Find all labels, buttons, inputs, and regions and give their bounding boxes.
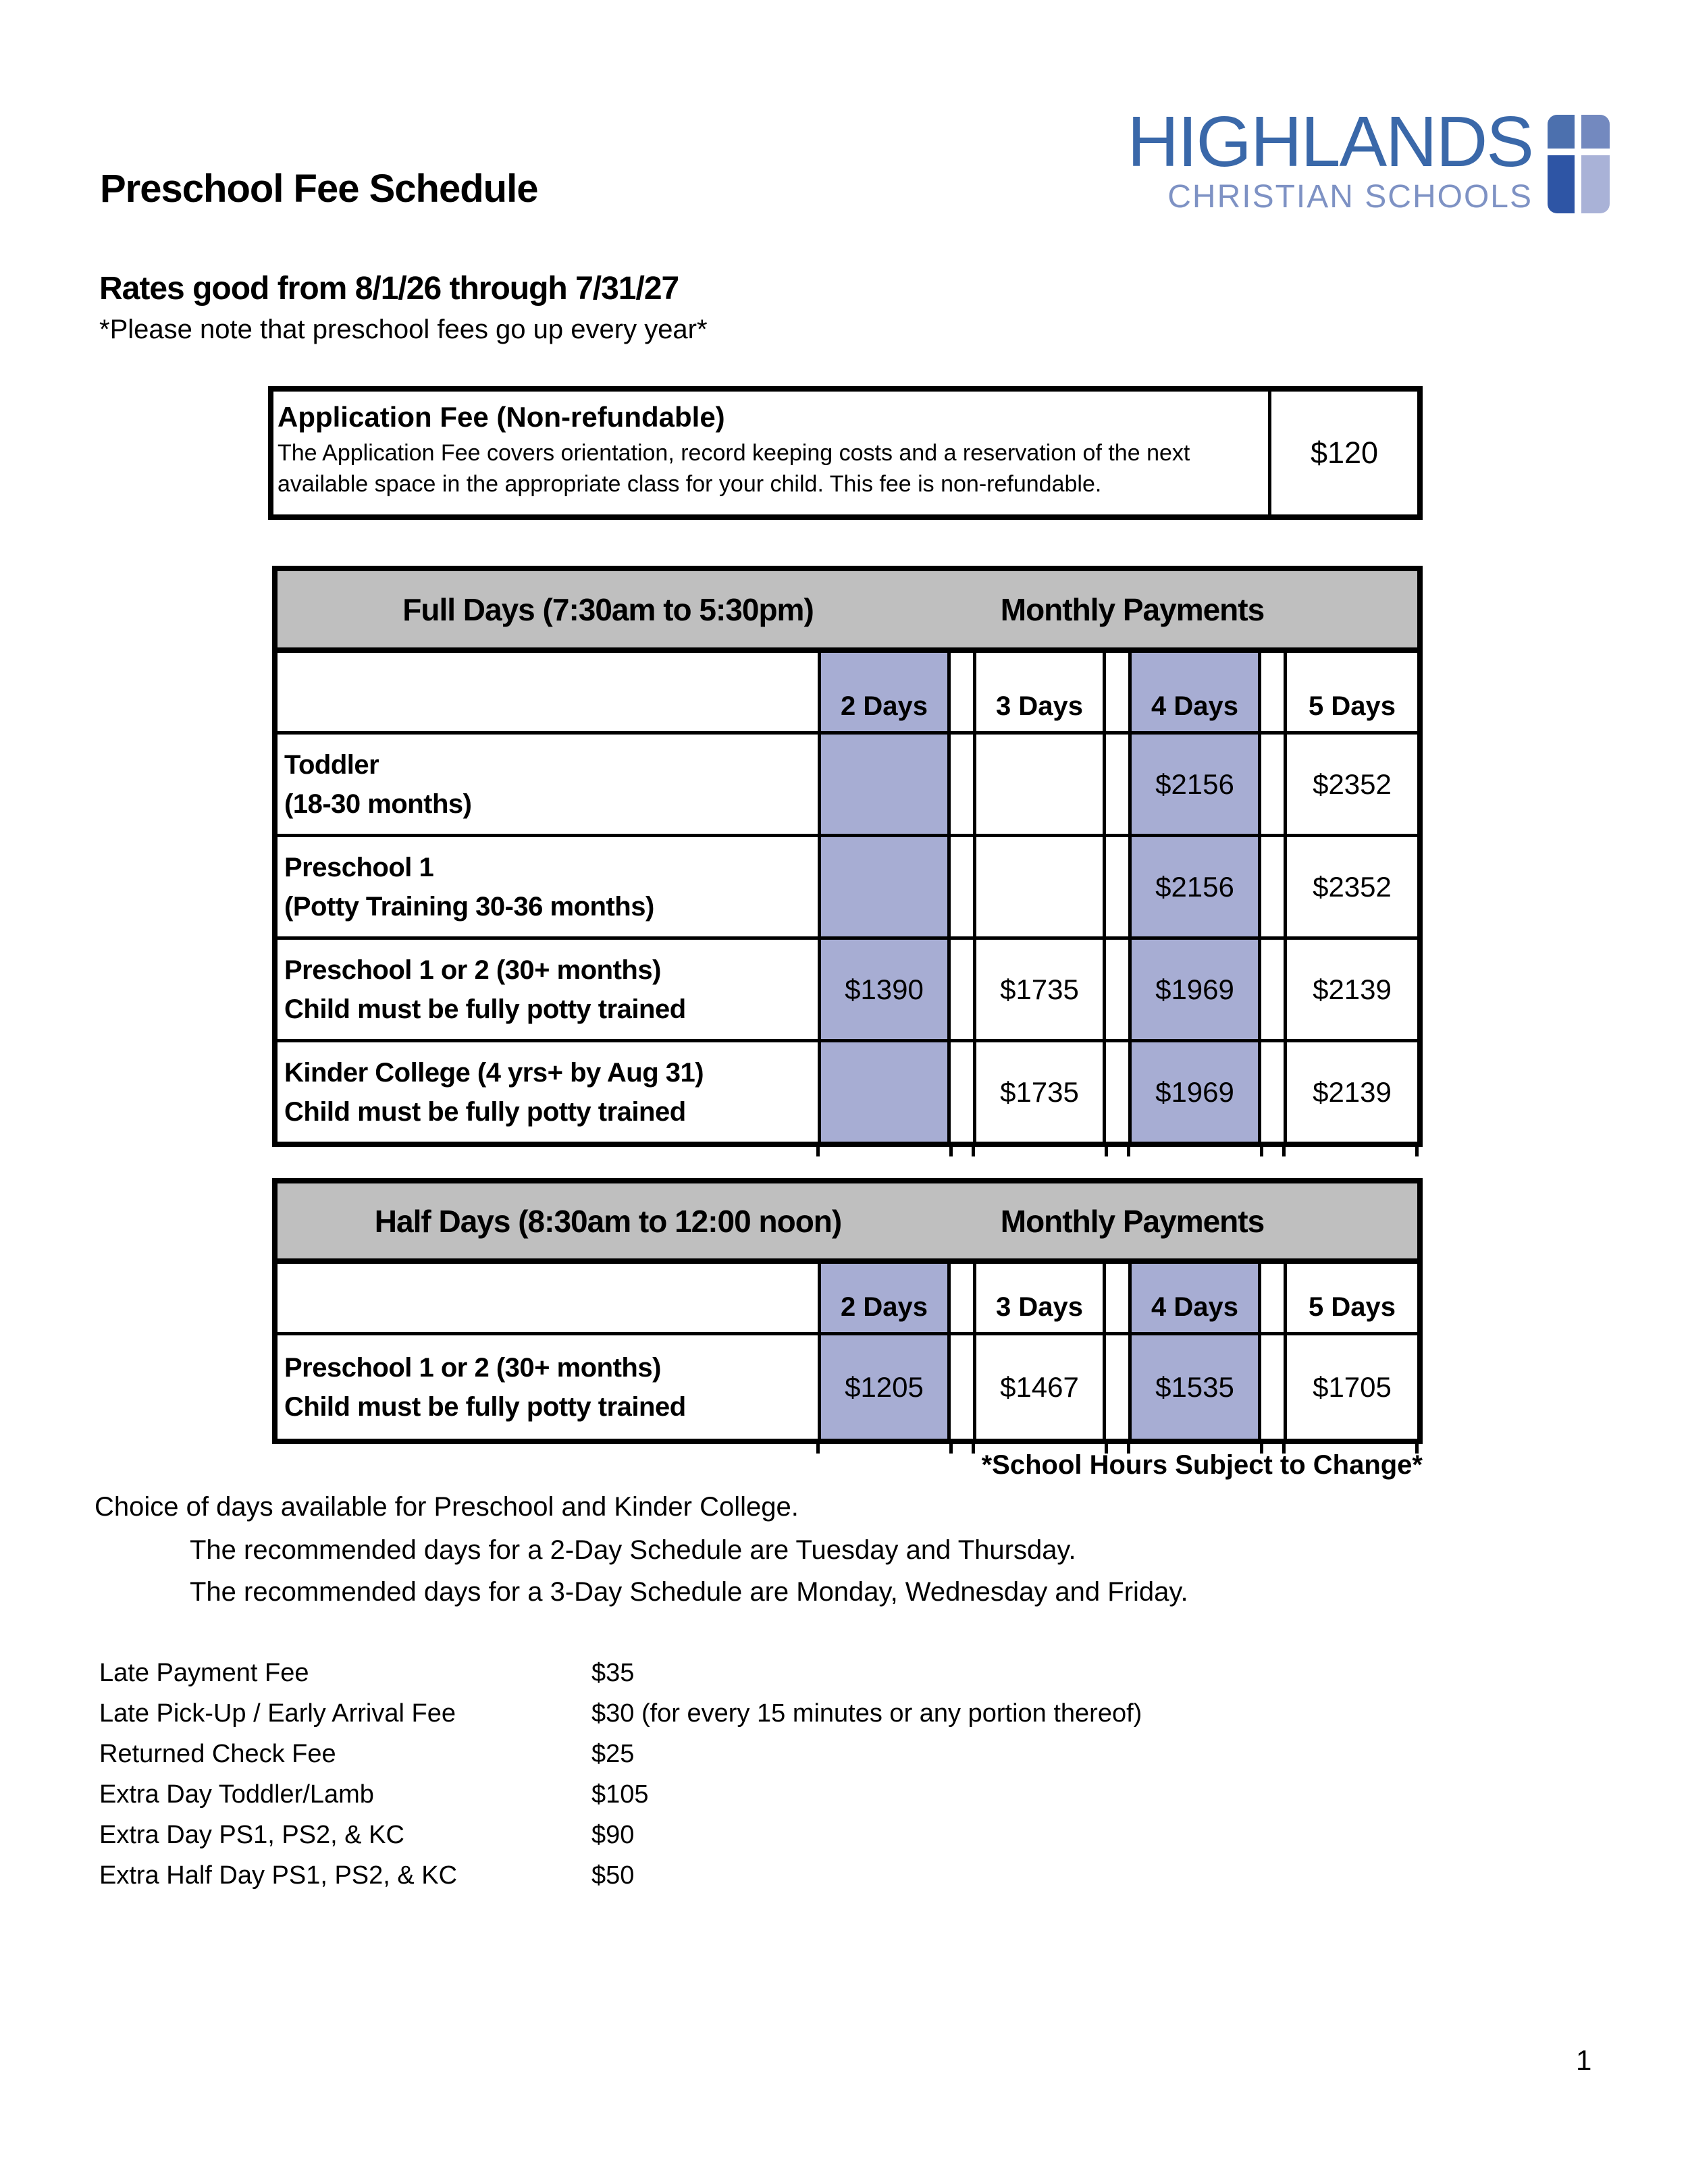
column-spacer	[1106, 837, 1128, 936]
table-row-preschool-1-or-2-half	[278, 1332, 1417, 1439]
column-spacer	[1261, 653, 1284, 731]
price-cell: $1705	[1284, 1335, 1417, 1439]
price-cell: $2139	[1284, 940, 1417, 1039]
row-label-line1: Preschool 1 or 2 (30+ months)	[284, 1352, 661, 1383]
monthly-payments-label: Monthly Payments	[1000, 1203, 1265, 1239]
column-spacer	[1106, 735, 1128, 834]
price-cell: $2156	[1128, 735, 1261, 834]
half-days-table	[272, 1178, 1423, 1444]
application-fee-text	[273, 392, 1271, 514]
logo-subtitle: CHRISTIAN SCHOOLS	[1167, 179, 1533, 215]
row-label-line2: (18-30 months)	[284, 789, 472, 819]
half-days-table-header	[278, 1183, 1417, 1264]
row-label-line1: Toddler	[284, 749, 379, 780]
price-cell: $2156	[1128, 837, 1261, 936]
full-days-title: Full Days (7:30am to 5:30pm)	[402, 591, 814, 627]
application-fee-title: Application Fee (Non-refundable)	[278, 401, 725, 433]
fee-label: Extra Half Day PS1, PS2, & KC	[99, 1861, 458, 1890]
column-spacer	[951, 735, 973, 834]
column-spacer	[951, 1335, 973, 1439]
price-cell: $2352	[1284, 837, 1417, 936]
column-spacer	[1261, 1335, 1284, 1439]
row-label	[278, 735, 818, 834]
table-row-toddler	[278, 731, 1417, 834]
cross-block-top-right	[1581, 115, 1610, 149]
column-spacer	[1261, 940, 1284, 1039]
row-label	[278, 1042, 818, 1142]
logo-name: HIGHLANDS	[1127, 102, 1533, 182]
row-label	[278, 940, 818, 1039]
empty-header-cell	[278, 653, 818, 731]
row-label-line2: Child must be fully potty trained	[284, 1096, 686, 1127]
column-header-5-days: 5 Days	[1284, 1264, 1417, 1332]
full-days-table-header	[278, 571, 1417, 653]
price-cell: $1390	[818, 940, 951, 1039]
row-label-line1: Preschool 1	[284, 852, 434, 882]
full-days-table	[272, 566, 1423, 1147]
fee-value: $105	[591, 1780, 649, 1809]
column-header-5-days: 5 Days	[1284, 653, 1417, 731]
price-cell	[973, 837, 1106, 936]
column-header-4-days: 4 Days	[1128, 653, 1261, 731]
row-label-line2: Child must be fully potty trained	[284, 1391, 686, 1422]
application-fee-description: The Application Fee covers orientation, record keeping costs and a reservation of the next available space in the appropriate class for your child. This fee is non-refundable.	[278, 440, 1190, 497]
column-spacer	[1261, 1042, 1284, 1142]
page-number: 1	[1576, 2044, 1592, 2076]
list-item	[99, 1855, 1142, 1896]
logo-text	[1050, 102, 1533, 215]
column-spacer	[1261, 735, 1284, 834]
column-spacer	[1106, 1264, 1128, 1332]
table-row-kinder-college	[278, 1039, 1417, 1142]
row-label	[278, 837, 818, 936]
column-spacer	[1106, 940, 1128, 1039]
row-label	[278, 1335, 818, 1439]
school-hours-note: *School Hours Subject to Change*	[981, 1450, 1423, 1480]
column-header-3-days: 3 Days	[973, 1264, 1106, 1332]
empty-header-cell	[278, 1264, 818, 1332]
recommended-2day-note: The recommended days for a 2-Day Schedule are Tuesday and Thursday.	[190, 1535, 1076, 1565]
fee-label: Returned Check Fee	[99, 1739, 336, 1768]
page-title: Preschool Fee Schedule	[100, 167, 538, 211]
price-cell: $1735	[973, 1042, 1106, 1142]
price-cell: $1969	[1128, 1042, 1261, 1142]
half-days-title: Half Days (8:30am to 12:00 noon)	[374, 1203, 842, 1239]
extra-fees-list	[99, 1653, 1142, 1896]
fee-value: $30 (for every 15 minutes or any portion thereof)	[591, 1699, 1142, 1728]
column-spacer	[1261, 837, 1284, 936]
price-cell: $2352	[1284, 735, 1417, 834]
rates-validity-line: Rates good from 8/1/26 through 7/31/27	[99, 271, 679, 307]
column-spacer	[951, 1042, 973, 1142]
application-fee-box	[268, 386, 1423, 520]
fees-increase-note: *Please note that preschool fees go up every year*	[99, 315, 708, 344]
table-border-ticks	[272, 1147, 1423, 1156]
column-spacer	[1106, 653, 1128, 731]
column-spacer	[951, 1264, 973, 1332]
application-fee-amount: $120	[1310, 435, 1379, 470]
cross-block-bottom-left	[1548, 155, 1575, 213]
cross-block-bottom-right	[1581, 155, 1610, 213]
choice-of-days-note: Choice of days available for Preschool and Kinder College.	[95, 1492, 799, 1522]
column-spacer	[1261, 1264, 1284, 1332]
price-cell: $1467	[973, 1335, 1106, 1439]
row-label-line1: Kinder College (4 yrs+ by Aug 31)	[284, 1057, 704, 1088]
fee-label: Late Payment Fee	[99, 1658, 309, 1687]
price-cell: $1205	[818, 1335, 951, 1439]
column-spacer	[951, 653, 973, 731]
recommended-3day-note: The recommended days for a 3-Day Schedule are Monday, Wednesday and Friday.	[190, 1577, 1188, 1607]
fee-value: $50	[591, 1861, 635, 1890]
price-cell: $1969	[1128, 940, 1261, 1039]
list-item	[99, 1815, 1142, 1855]
price-cell	[818, 837, 951, 936]
fee-label: Late Pick-Up / Early Arrival Fee	[99, 1699, 456, 1728]
list-item	[99, 1734, 1142, 1774]
row-label-line1: Preschool 1 or 2 (30+ months)	[284, 955, 661, 985]
price-cell: $1735	[973, 940, 1106, 1039]
price-cell: $2139	[1284, 1042, 1417, 1142]
row-label-line2: Child must be fully potty trained	[284, 994, 686, 1024]
column-spacer	[951, 837, 973, 936]
column-spacer	[1106, 1335, 1128, 1439]
school-logo	[1050, 102, 1610, 215]
cross-block-top-left	[1548, 115, 1575, 149]
column-spacer	[951, 940, 973, 1039]
price-cell	[818, 1042, 951, 1142]
fee-value: $35	[591, 1658, 635, 1687]
list-item	[99, 1774, 1142, 1815]
table-row-preschool-1	[278, 834, 1417, 936]
logo-cross-icon	[1548, 115, 1610, 213]
fee-label: Extra Day Toddler/Lamb	[99, 1780, 374, 1809]
monthly-payments-label: Monthly Payments	[1000, 591, 1265, 627]
row-label-line2: (Potty Training 30-36 months)	[284, 891, 654, 922]
fee-value: $90	[591, 1820, 635, 1849]
list-item	[99, 1693, 1142, 1734]
price-cell	[973, 735, 1106, 834]
day-columns-header-row	[278, 1264, 1417, 1332]
list-item	[99, 1653, 1142, 1693]
fee-label: Extra Day PS1, PS2, & KC	[99, 1820, 404, 1849]
column-header-2-days: 2 Days	[818, 1264, 951, 1332]
column-header-4-days: 4 Days	[1128, 1264, 1261, 1332]
price-cell	[818, 735, 951, 834]
table-row-preschool-1-or-2	[278, 936, 1417, 1039]
price-cell: $1535	[1128, 1335, 1261, 1439]
day-columns-header-row	[278, 653, 1417, 731]
column-header-2-days: 2 Days	[818, 653, 951, 731]
fee-value: $25	[591, 1739, 635, 1768]
column-header-3-days: 3 Days	[973, 653, 1106, 731]
column-spacer	[1106, 1042, 1128, 1142]
